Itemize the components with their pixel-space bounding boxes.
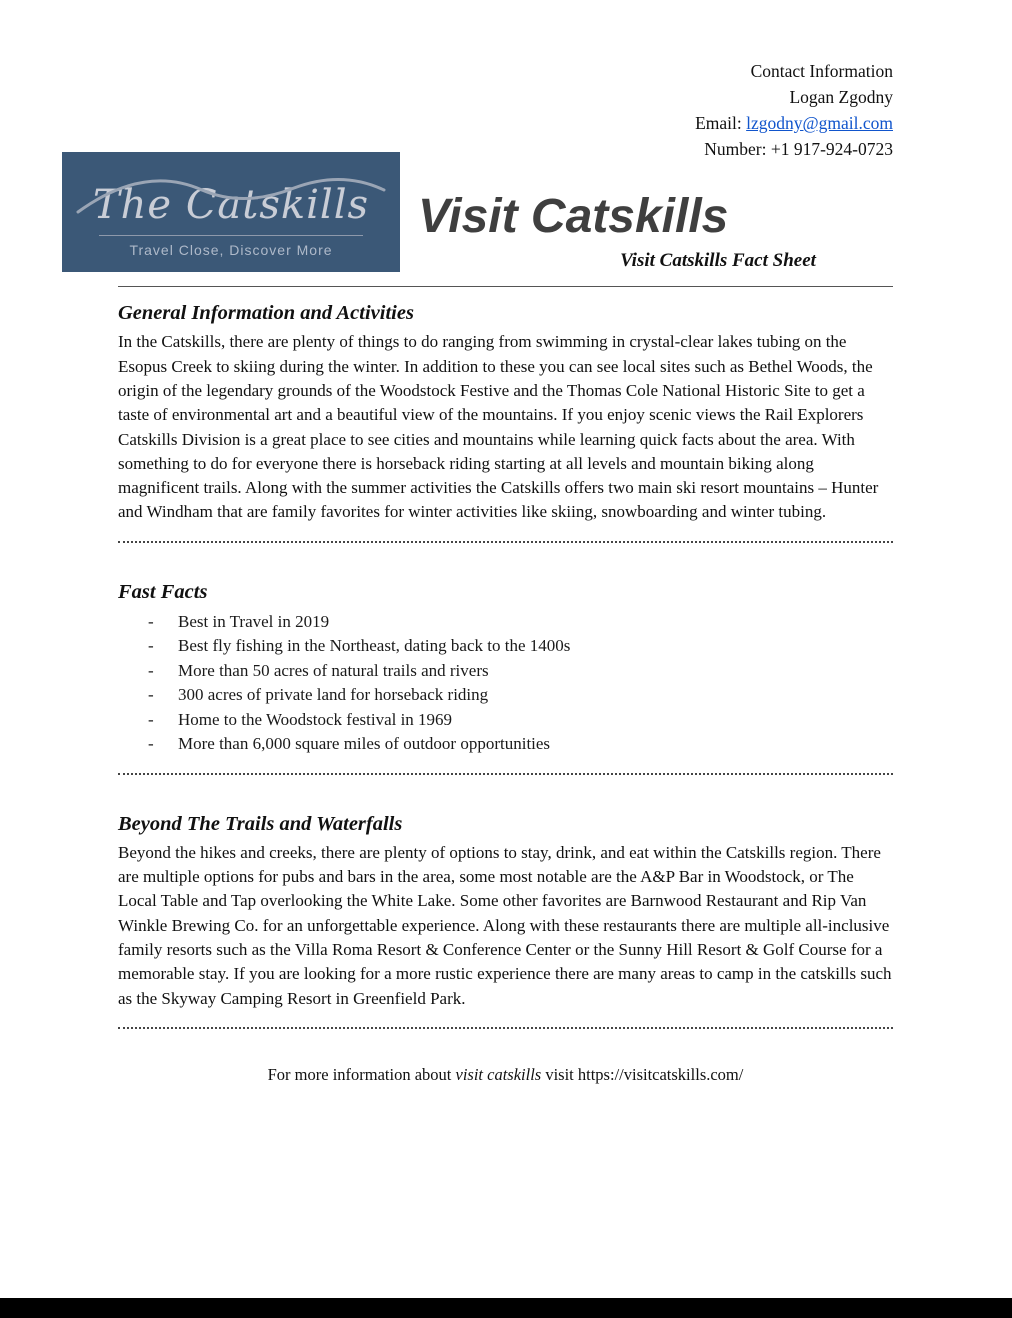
contact-title: Contact Information (750, 61, 893, 81)
list-item-text: Best fly fishing in the Northeast, dating back to the 1400s (178, 636, 571, 656)
catskills-logo (62, 152, 400, 272)
logo-wordmark: The Catskills (92, 181, 370, 228)
number-label: Number: (704, 139, 771, 159)
page-subtitle: Visit Catskills Fact Sheet (620, 250, 816, 272)
list-item-text: More than 50 acres of natural trails and rivers (178, 660, 489, 680)
section-heading-fast-facts: Fast Facts (118, 580, 208, 603)
section-heading-beyond-trails: Beyond The Trails and Waterfalls (118, 812, 403, 835)
dotted-divider (118, 771, 893, 775)
list-bullet: - (148, 709, 154, 729)
page-bottom-bar (0, 1298, 1012, 1318)
contact-info-block (0, 58, 893, 162)
footer-italic-text: visit catskills (455, 1064, 542, 1084)
logo-tagline: Travel Close, Discover More (129, 241, 333, 258)
section-heading-general-information: General Information and Activities (118, 302, 414, 325)
fast-facts-list (118, 610, 893, 757)
footer-note (118, 1065, 893, 1085)
list-item (118, 683, 893, 708)
list-bullet: - (148, 685, 154, 705)
email-link[interactable]: lzgodny@gmail.com (746, 113, 893, 133)
page-title: Visit Catskills (418, 190, 729, 243)
email-label: Email: (695, 113, 747, 133)
footer-suffix: visit https://visitcatskills.com/ (541, 1064, 744, 1084)
list-item-text: Best in Travel in 2019 (178, 611, 330, 631)
document-body (118, 302, 893, 1084)
list-item (118, 610, 893, 635)
list-item (118, 708, 893, 733)
list-bullet: - (148, 611, 154, 631)
header-rule (118, 286, 893, 287)
list-item-text: Home to the Woodstock festival in 1969 (178, 709, 453, 729)
section-body-beyond-trails: Beyond the hikes and creeks, there are plenty of options to stay, drink, and eat within the Catskills region. There are multiple options for pubs and bars in the area, some most notable are the A&P Bar in Woodstock, or The Local Table and Tap overlooking the White Lake. Some other favorites are Barnwood Restaurant and Rip Van Winkle Brewing Co. for an unforgettable experience. Along with these restaurants there are multiple all-inclusive family resorts such as the Villa Roma Resort & Conference Center or the Sunny Hill Resort & Golf Course for a memorable stay. If you are looking for a more rustic experience there are many areas to camp in the catskills such as the Skyway Camping Resort in Greenfield Park. (118, 842, 892, 1008)
section-body-general-information: In the Catskills, there are plenty of things to do ranging from swimming in crystal-clear lakes tubing on the Esopus Creek to skiing during the winter. In addition to these you can see local sites such as Bethel Woods, the origin of the legendary grounds of the Woodstock Festive and the Thomas Cole National Historic Site to get a taste of environmental art and a beautiful view of the mountains. If you enjoy scenic views the Rail Explorers Catskills Division is a great place to see cities and mountains while learning quick facts about the area. With something to do for everyone there is horseback riding starting at all levels and mountain biking along magnificent trails. Along with the summer activities the Catskills offers two main ski resort mountains – Hunter and Windham that are family favorites for winter activities like skiing, snowboarding and winter tubing. (118, 332, 879, 522)
list-bullet: - (148, 636, 154, 656)
header (62, 152, 1012, 272)
list-item (118, 659, 893, 684)
list-item (118, 732, 893, 757)
dotted-divider (118, 1025, 893, 1029)
dotted-divider (118, 539, 893, 543)
list-bullet: - (148, 734, 154, 754)
contact-email-line (0, 110, 893, 136)
footer-prefix: For more information about (267, 1064, 456, 1084)
mountain-ridge-icon (74, 160, 388, 214)
list-item-text: More than 6,000 square miles of outdoor opportunities (178, 734, 551, 754)
list-bullet: - (148, 660, 154, 680)
contact-name: Logan Zgodny (789, 87, 893, 107)
phone-number: +1 917-924-0723 (770, 139, 893, 159)
logo-divider (99, 235, 363, 236)
title-block (418, 152, 898, 272)
list-item-text: 300 acres of private land for horseback riding (178, 685, 489, 705)
list-item (118, 634, 893, 659)
